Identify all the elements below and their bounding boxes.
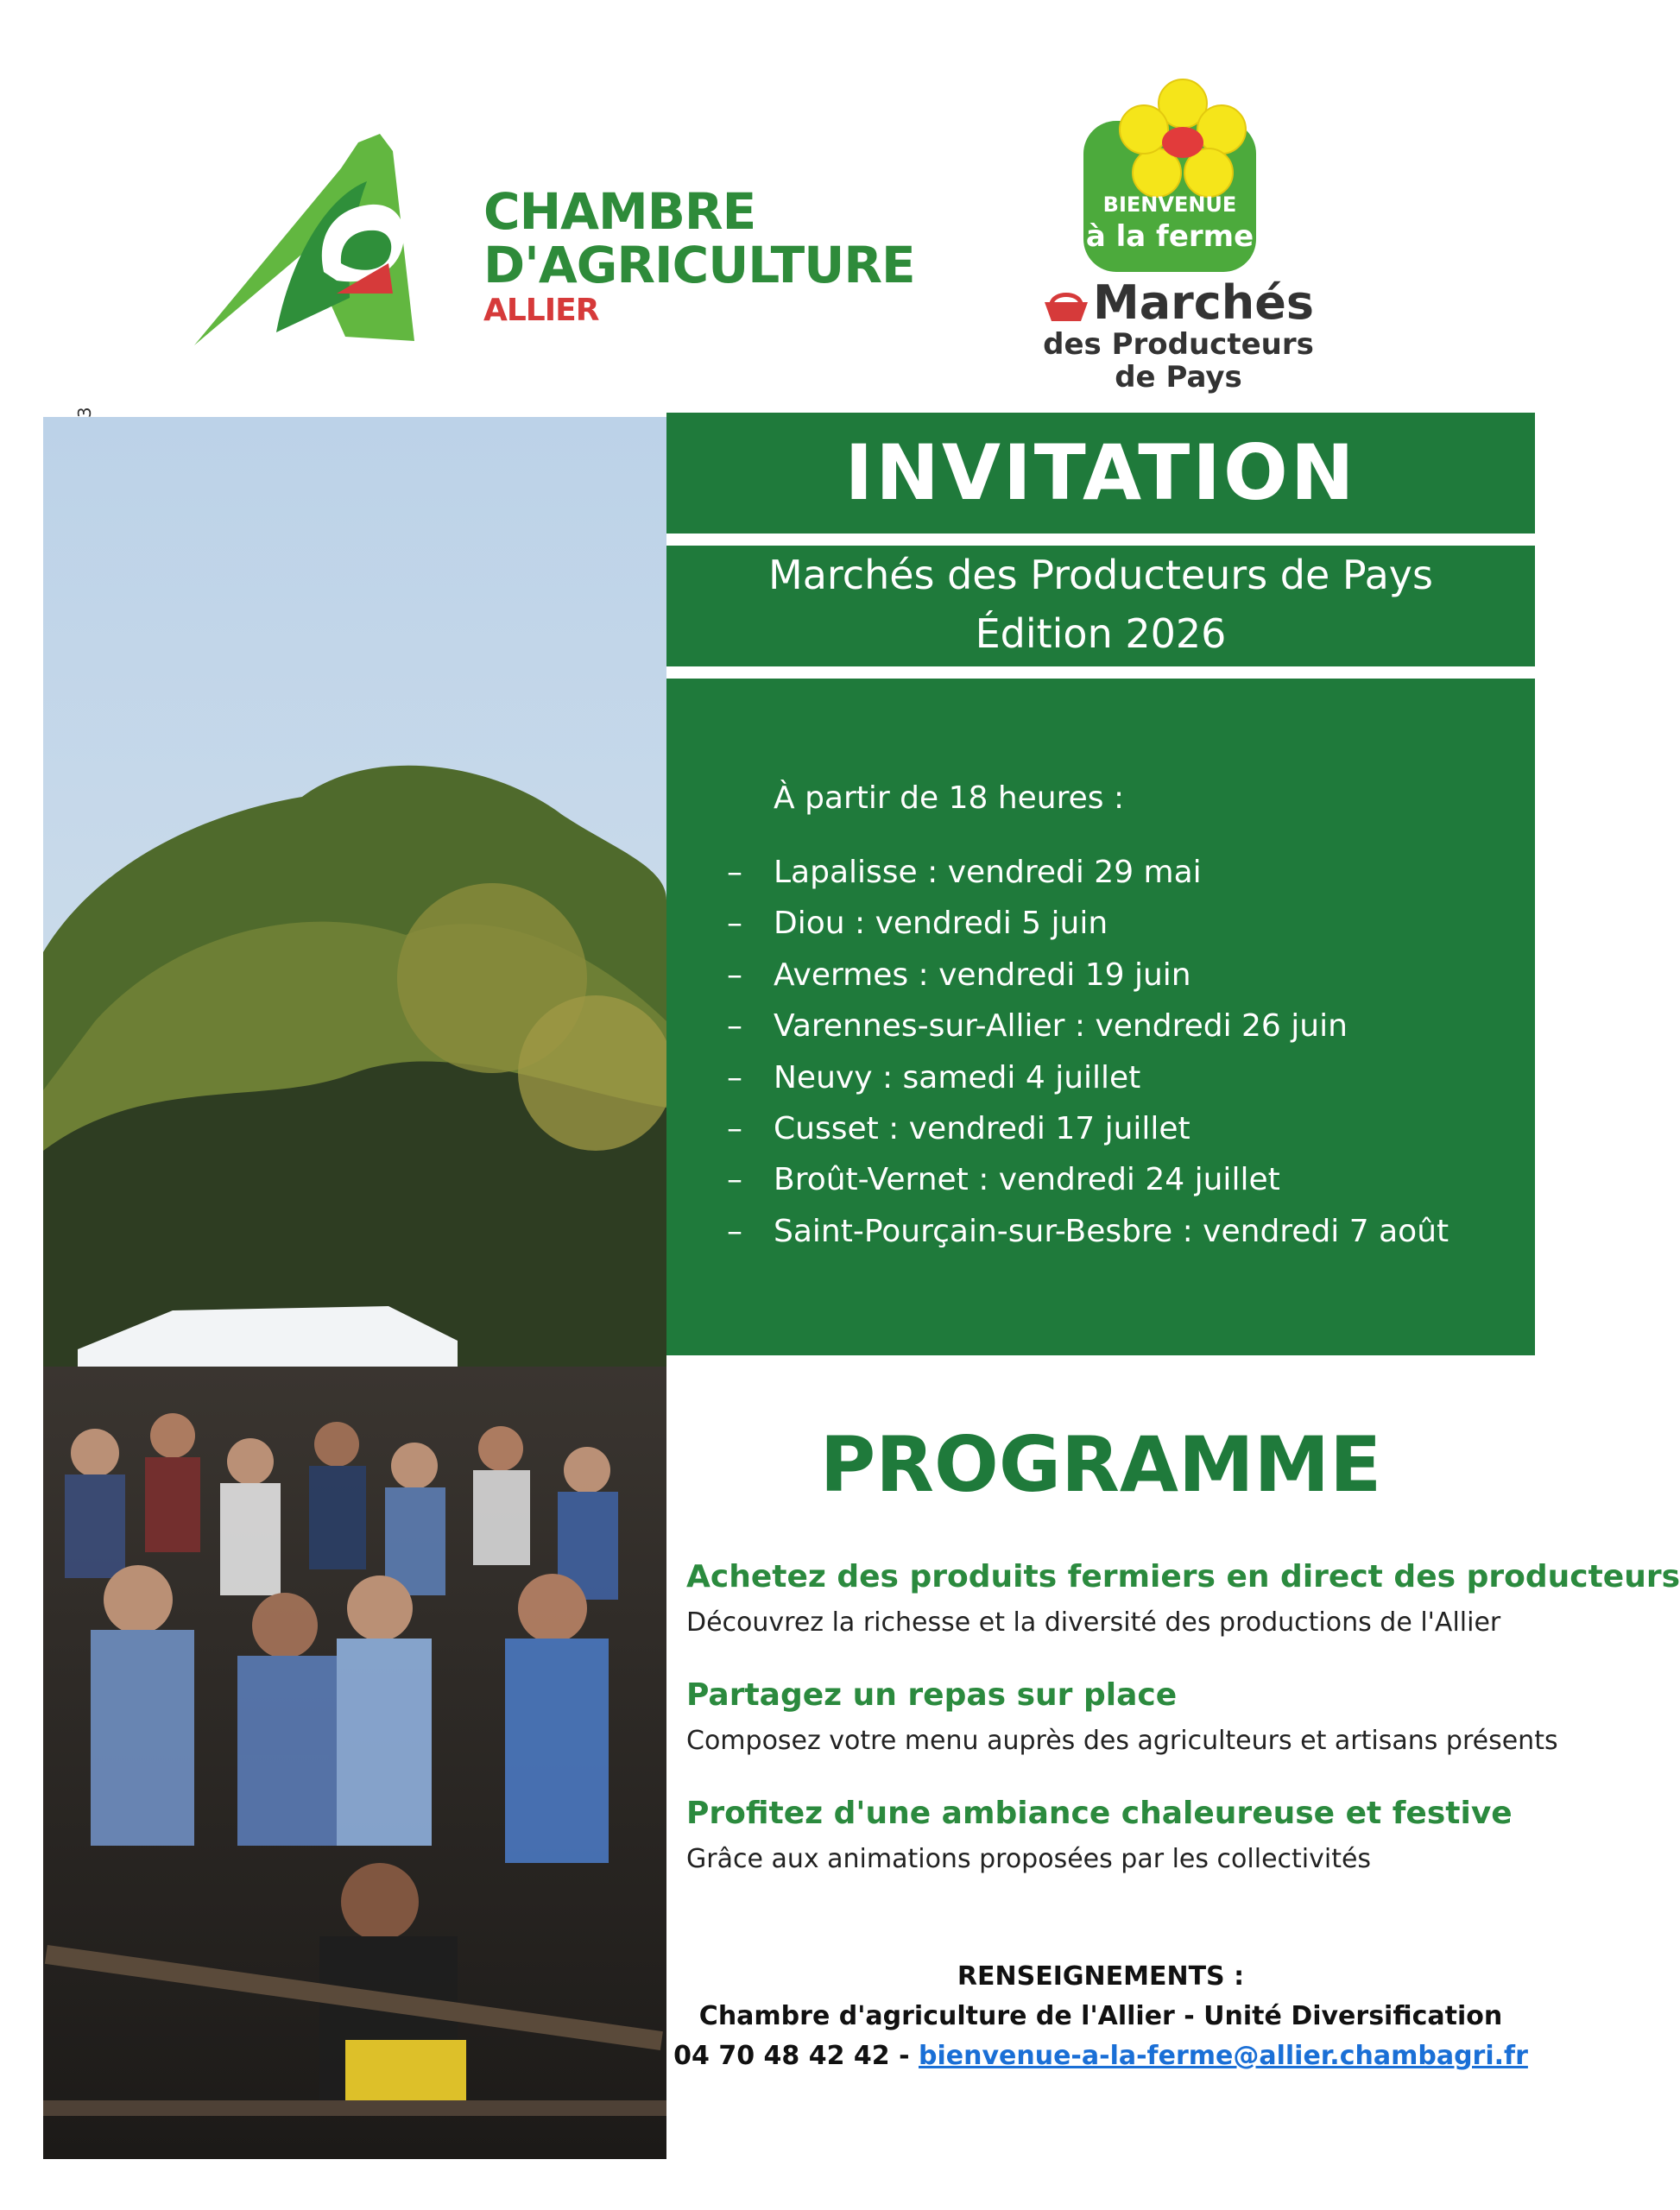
- contact-line: [666, 2041, 1535, 2071]
- programme-item-heading: Partagez un repas sur place: [686, 1677, 1178, 1713]
- schedule-item-text: Broût-Vernet : vendredi 24 juillet: [774, 1162, 1280, 1198]
- schedule-item-dash: –: [727, 906, 742, 942]
- chambre-wordmark-line3: ALLIER: [483, 293, 599, 328]
- schedule-item-text: Neuvy : samedi 4 juillet: [774, 1059, 1141, 1096]
- schedule-list: [727, 847, 1449, 1257]
- schedule-item: [727, 1001, 1449, 1051]
- chambre-agriculture-logo-icon: [194, 134, 453, 350]
- contact-separator: -: [889, 2041, 919, 2071]
- chambre-agriculture-wordmark: [483, 182, 915, 330]
- schedule-item: [727, 1052, 1449, 1103]
- contact-organization: Chambre d'agriculture de l'Allier - Unité Diversification: [698, 2001, 1503, 2031]
- bienvenue-a-la-ferme-logo-icon: [1062, 73, 1286, 276]
- programme-item: [686, 1676, 1558, 1759]
- chambre-wordmark-line1: CHAMBRE: [483, 182, 756, 241]
- schedule-item-text: Avermes : vendredi 19 juin: [774, 957, 1191, 993]
- schedule-item-text: Varennes-sur-Allier : vendredi 26 juin: [774, 1008, 1348, 1045]
- schedule-item: [727, 847, 1449, 898]
- schedule-item-text: Cusset : vendredi 17 juillet: [774, 1110, 1191, 1146]
- bienvenue-badge-line1: BIENVENUE: [1102, 193, 1237, 217]
- programme-item-heading: Profitez d'une ambiance chaleureuse et festive: [686, 1796, 1513, 1831]
- schedule-item-dash: –: [727, 1059, 742, 1096]
- schedule-item-dash: –: [727, 1008, 742, 1045]
- schedule-item: [727, 1206, 1449, 1257]
- programme-item-heading: Achetez des produits fermiers en direct des producteurs: [686, 1559, 1680, 1594]
- contact-email-link[interactable]: bienvenue-a-la-ferme@allier.chambagri.fr: [919, 2041, 1528, 2071]
- invitation-band: [666, 413, 1535, 534]
- schedule-item-dash: –: [727, 957, 742, 993]
- chambre-wordmark-line2: D'AGRICULTURE: [483, 236, 915, 294]
- schedule-intro: À partir de 18 heures :: [774, 780, 1125, 816]
- marches-producteurs-logo: [1036, 275, 1321, 395]
- programme-item: [686, 1558, 1680, 1641]
- programme-item: [686, 1795, 1532, 1878]
- invitation-subtitle-line1: Marchés des Producteurs de Pays: [768, 552, 1433, 598]
- schedule-band: [666, 679, 1535, 1355]
- invitation-title: INVITATION: [844, 428, 1357, 517]
- marches-logo-subtitle-line1: des Producteurs: [1043, 327, 1314, 362]
- marches-logo-title-text: Marchés: [1092, 275, 1315, 330]
- schedule-item-text: Lapalisse : vendredi 29 mai: [774, 855, 1202, 890]
- programme-title: PROGRAMME: [819, 1420, 1382, 1509]
- schedule-item-dash: –: [727, 855, 742, 890]
- schedule-item: [727, 950, 1449, 1001]
- schedule-item-text: Saint-Pourçain-sur-Besbre : vendredi 7 août: [774, 1213, 1449, 1249]
- schedule-item-dash: –: [727, 1213, 742, 1249]
- bienvenue-badge-line2: à la ferme: [1085, 219, 1254, 254]
- contact-label: RENSEIGNEMENTS :: [957, 1961, 1245, 1992]
- schedule-item: [727, 898, 1449, 949]
- schedule-item: [727, 1154, 1449, 1205]
- schedule-item-dash: –: [727, 1110, 742, 1146]
- contact-phone: 04 70 48 42 42: [673, 2041, 890, 2071]
- market-crowd-photo: [43, 417, 666, 2159]
- basket-icon: [1043, 288, 1089, 323]
- schedule-item-text: Diou : vendredi 5 juin: [774, 906, 1108, 942]
- marches-logo-title: [1036, 275, 1321, 330]
- schedule-item-dash: –: [727, 1162, 742, 1198]
- programme-item-description: Composez votre menu auprès des agriculteurs et artisans présents: [686, 1726, 1558, 1756]
- invitation-subtitle-line2: Édition 2026: [975, 610, 1227, 657]
- programme-item-description: Grâce aux animations proposées par les collectivités: [686, 1844, 1372, 1874]
- schedule-item: [727, 1103, 1449, 1154]
- programme-item-description: Découvrez la richesse et la diversité des productions de l'Allier: [686, 1607, 1501, 1638]
- marches-logo-subtitle-line2: de Pays: [1115, 360, 1242, 395]
- invitation-subtitle-band: [666, 546, 1535, 666]
